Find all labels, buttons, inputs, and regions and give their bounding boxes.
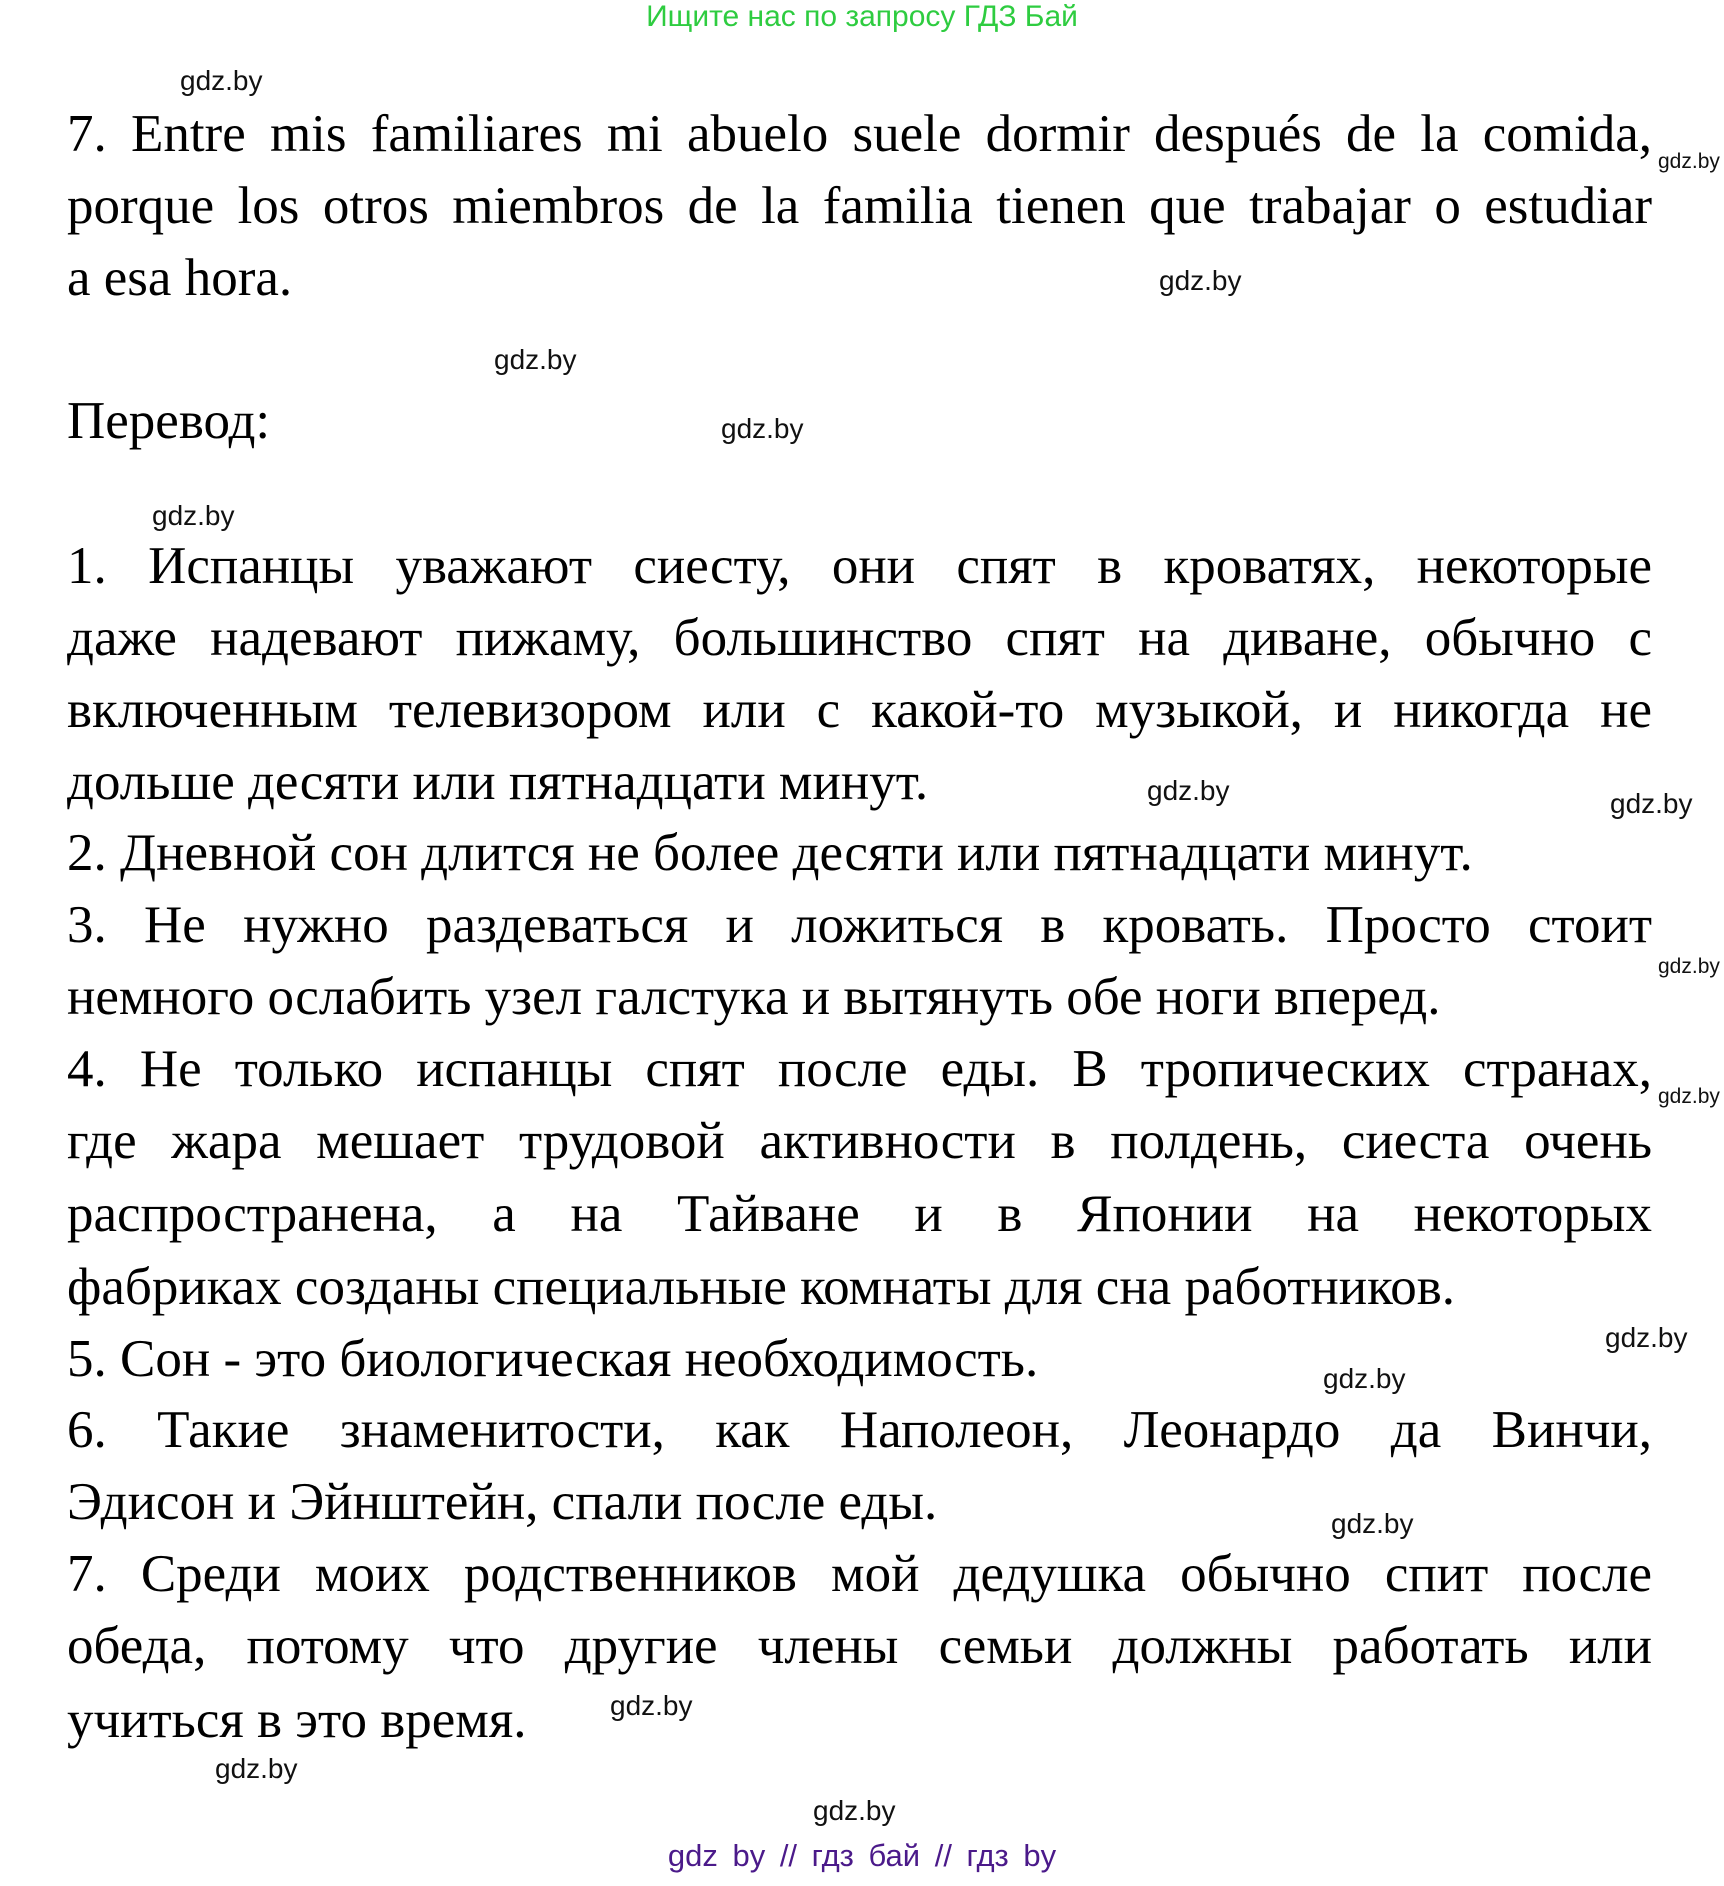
translation-line: немного ослабить узел галстука и вытянуть обе ноги вперед. xyxy=(67,968,1441,1026)
translation-line: 4. Не только испанцы спят после еды. В тропических странах, xyxy=(67,1040,1652,1098)
translation-line: 3. Не нужно раздеваться и ложиться в кровать. Просто стоит xyxy=(67,896,1652,954)
watermark: gdz.by xyxy=(1147,775,1230,806)
translation-line: Эдисон и Эйнштейн, спали после еды. xyxy=(67,1473,938,1531)
spanish-line: 7. Entre mis familiares mi abuelo suele dormir después de la comida, xyxy=(67,105,1652,163)
watermark: gdz.by xyxy=(1610,788,1693,819)
translation-line: дольше десяти или пятнадцати минут. xyxy=(67,753,929,811)
translation-line: даже надевают пижаму, большинство спят на диване, обычно с xyxy=(67,609,1652,667)
footer-links: gdz by // гдз бай // гдз by xyxy=(667,1838,1057,1873)
translation-line: 2. Дневной сон длится не более десяти или пятнадцати минут. xyxy=(67,824,1473,882)
translation-line: обеда, потому что другие члены семьи должны работать или xyxy=(67,1617,1652,1675)
search-hint-banner: Ищите нас по запросу ГДЗ Бай xyxy=(646,0,1078,33)
translation-line: распространена, а на Тайване и в Японии на некоторых xyxy=(67,1185,1652,1243)
watermark: gdz.by xyxy=(1605,1322,1688,1353)
watermark: gdz.by xyxy=(215,1753,298,1784)
watermark: gdz.by xyxy=(1658,955,1720,978)
translation-line: 6. Такие знаменитости, как Наполеон, Леонардо да Винчи, xyxy=(67,1401,1652,1459)
watermark: gdz.by xyxy=(1658,1085,1720,1108)
watermark: gdz.by xyxy=(1159,265,1242,296)
watermark: gdz.by xyxy=(610,1690,693,1721)
watermark: gdz.by xyxy=(152,500,235,531)
translation-heading: Перевод: xyxy=(67,392,271,450)
watermark: gdz.by xyxy=(180,65,263,96)
watermark: gdz.by xyxy=(1331,1508,1414,1539)
watermark: gdz.by xyxy=(1323,1363,1406,1394)
translation-line: 7. Среди моих родственников мой дедушка обычно спит после xyxy=(67,1545,1652,1603)
watermark: gdz.by xyxy=(1658,150,1720,173)
spanish-line: a esa hora. xyxy=(67,249,293,307)
translation-line: включенным телевизором или с какой-то музыкой, и никогда не xyxy=(67,681,1652,739)
spanish-line: porque los otros miembros de la familia tienen que trabajar o estudiar xyxy=(67,177,1652,235)
watermark: gdz.by xyxy=(813,1795,896,1826)
translation-line: 5. Сон - это биологическая необходимость. xyxy=(67,1330,1039,1388)
watermark: gdz.by xyxy=(494,344,577,375)
translation-line: где жара мешает трудовой активности в полдень, сиеста очень xyxy=(67,1112,1652,1170)
watermark: gdz.by xyxy=(721,413,804,444)
translation-line: 1. Испанцы уважают сиесту, они спят в кроватях, некоторые xyxy=(67,537,1652,595)
translation-line: учиться в это время. xyxy=(67,1691,527,1749)
translation-line: фабриках созданы специальные комнаты для сна работников. xyxy=(67,1258,1455,1316)
